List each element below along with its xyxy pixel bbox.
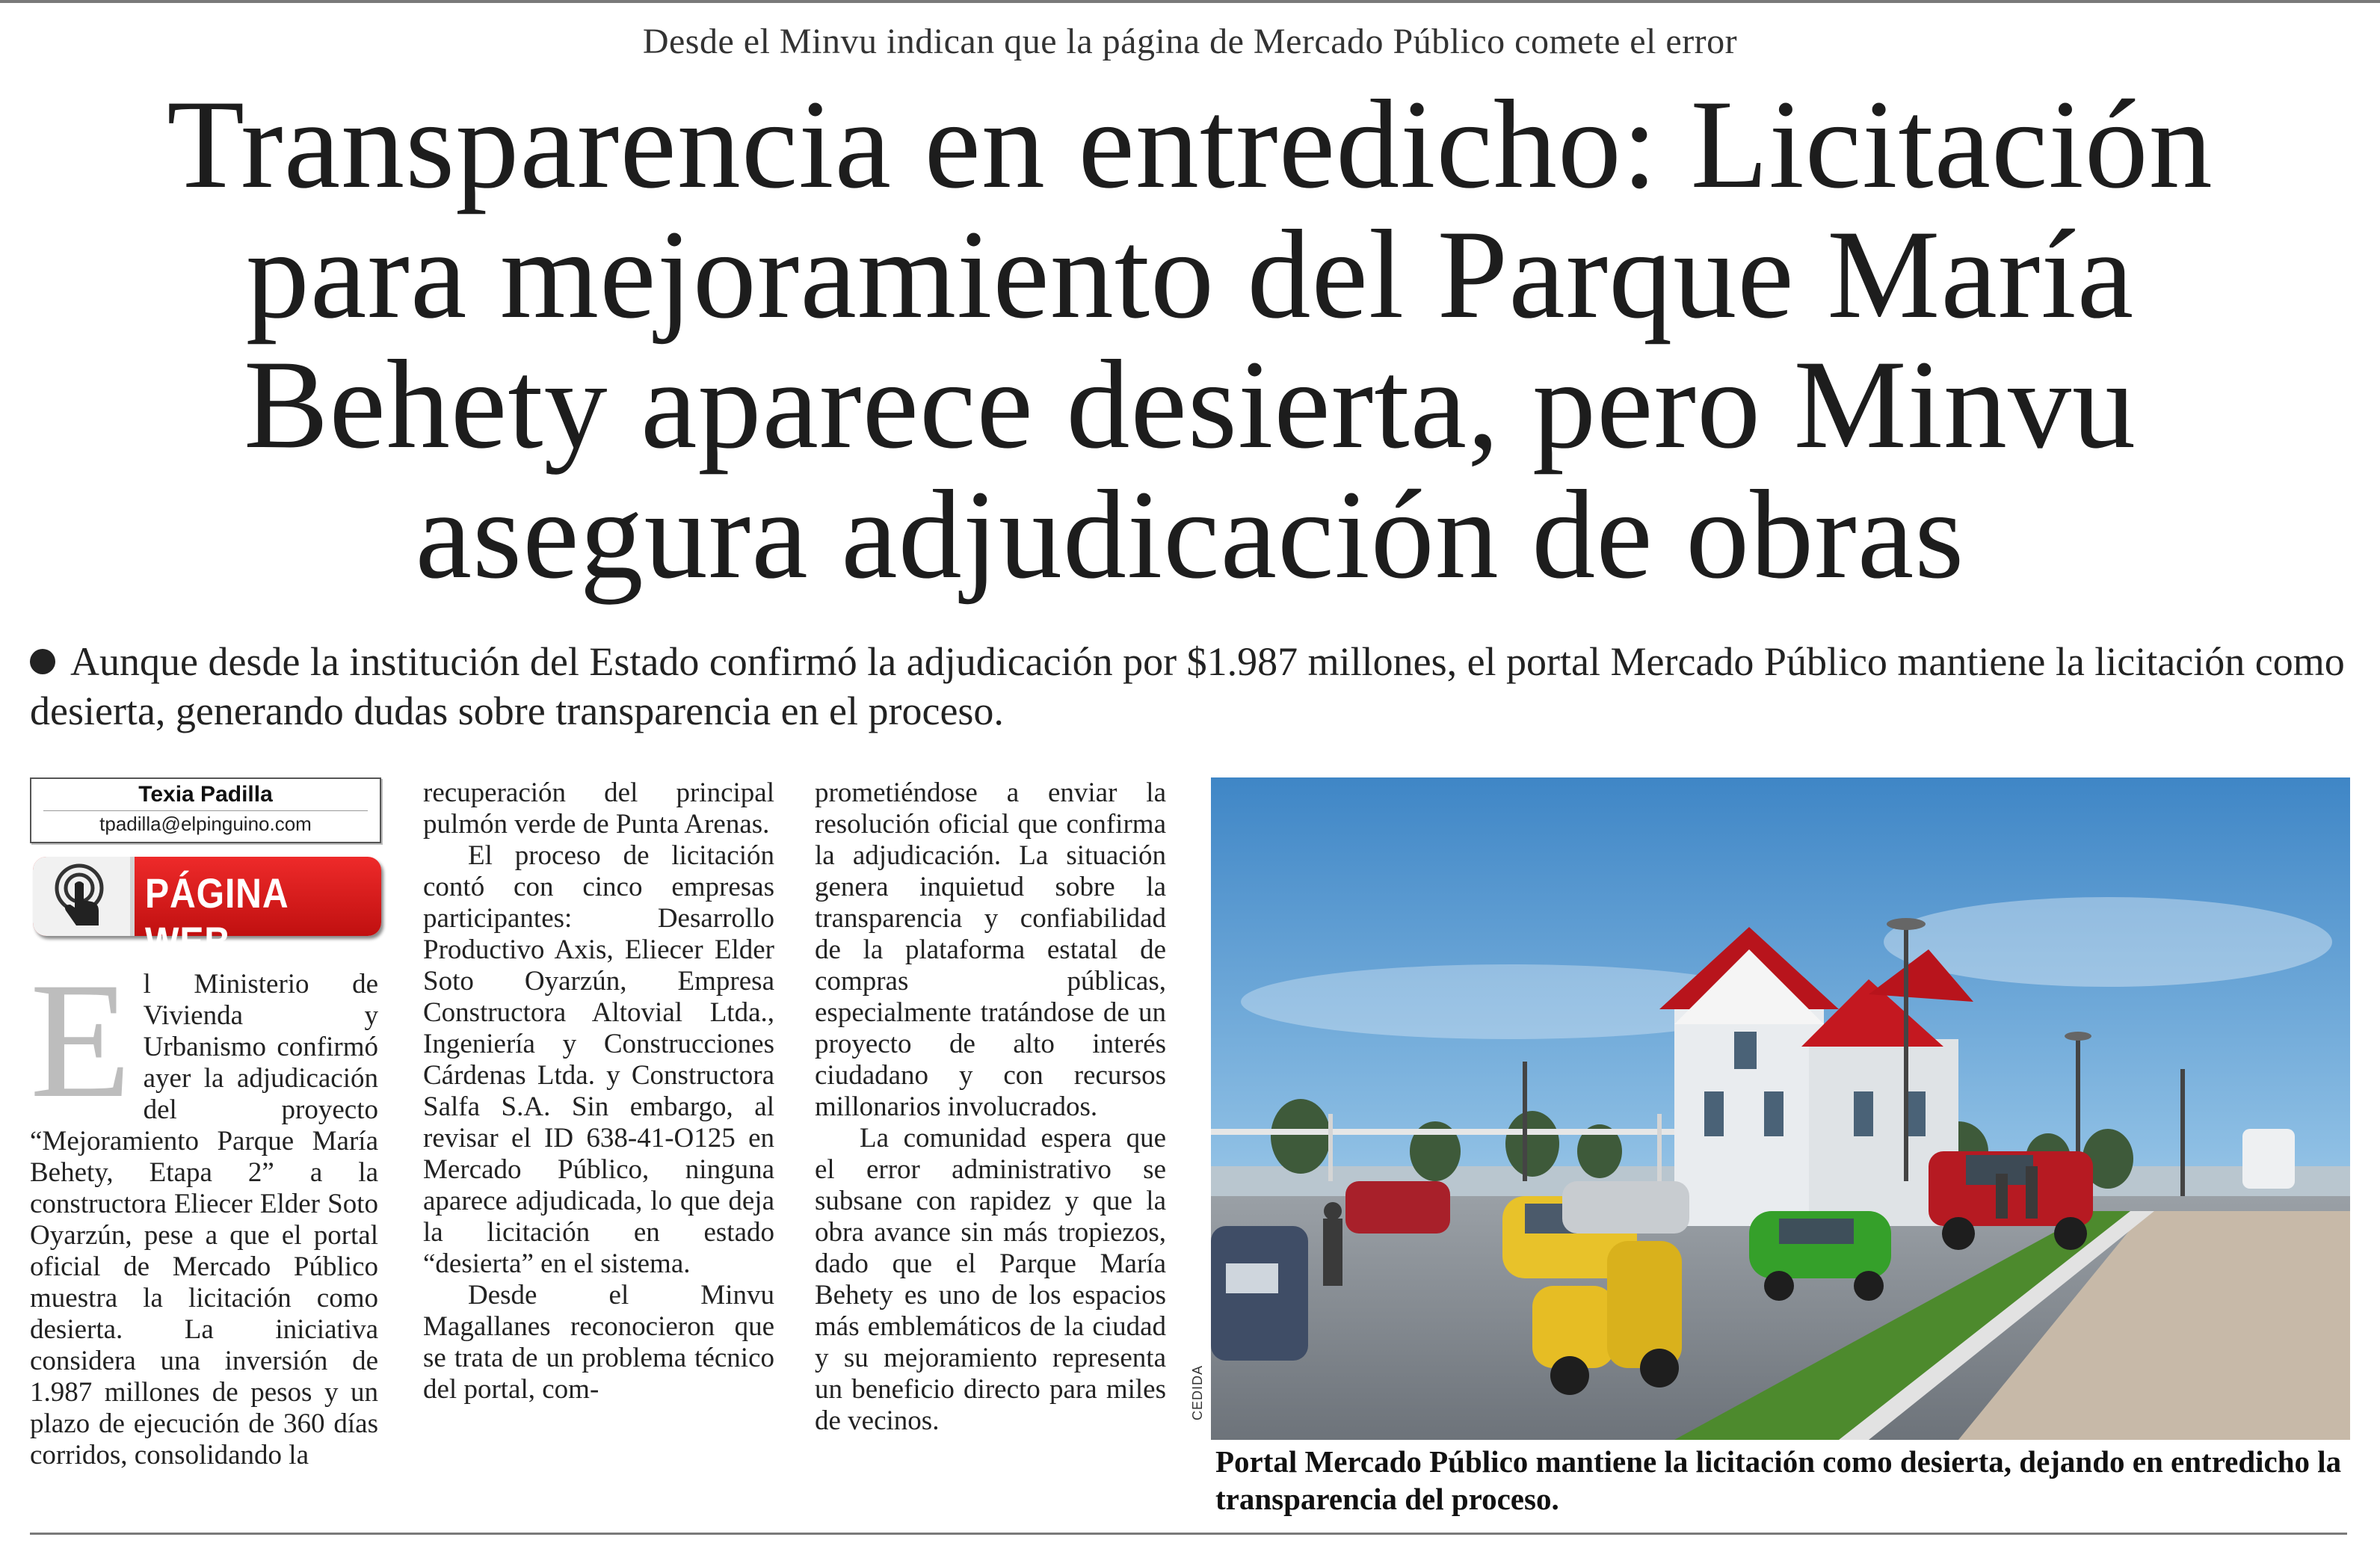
park-rendering-photo bbox=[1211, 777, 2350, 1440]
author-email[interactable]: tpadilla@elpinguino.com bbox=[43, 810, 368, 836]
lead-text: Aunque desde la institución del Estado confirmó la adjudicación por $1.987 millones, el portal Mercado Público mantiene la licitación como desierta, generando dudas sobre transparencia en el proceso. bbox=[30, 639, 2345, 733]
headline-line-2: para mejoramiento del Parque María bbox=[245, 204, 2135, 345]
body-column-3 bbox=[815, 777, 1166, 1437]
bullet-dot-icon bbox=[30, 649, 55, 674]
body-column-2 bbox=[423, 777, 774, 1405]
byline bbox=[30, 777, 381, 843]
headline-line-3: Behety aparece desierta, pero Minvu bbox=[244, 334, 2136, 475]
body-text: recuperación del principal pulmón verde de Punta Arenas. bbox=[423, 777, 774, 840]
lead-paragraph bbox=[30, 637, 2347, 736]
body-column-1 bbox=[30, 949, 378, 1471]
author-name: Texia Padilla bbox=[138, 782, 273, 807]
web-page-label: PÁGINA WEB bbox=[145, 869, 288, 965]
touch-hand-icon bbox=[33, 857, 135, 936]
top-rule bbox=[0, 0, 2380, 3]
body-text: La comunidad espera que el error administrativo se subsane con rapidez y que la obra avance sin más tropiezos, dado que el Parque María Behety es uno de los espacios más emblemáticos de la ciudad y su mejoramiento representa un beneficio directo para miles de vecinos. bbox=[815, 1123, 1166, 1436]
body-text: prometiéndose a enviar la resolución oficial que confirma la adjudicación. La situación genera inquietud sobre la transparencia y confiabilidad de la plataforma estatal de compras públicas, especialmente tratándose de un proyecto de alto interés ciudadano y con recursos millonarios involucrados. bbox=[815, 777, 1166, 1122]
bottom-rule bbox=[30, 1533, 2347, 1535]
headline-line-1: Transparencia en entredicho: Licitación bbox=[167, 74, 2213, 215]
headline-line-4: asegura adjudicación de obras bbox=[415, 464, 1965, 605]
kicker: Desde el Minvu indican que la página de Mercado Público comete el error bbox=[642, 22, 1738, 61]
photo-credit: CEDIDA bbox=[1190, 1364, 1205, 1420]
body-text: El proceso de licitación contó con cinco empresas participantes: Desarrollo Productivo Axis, Eliecer Elder Soto Oyarzún, Empresa Constructora Altovial Ltda., Ingeniería y Construcciones Cárdenas Ltda. y Constructora Salfa S.A. Sin embargo, al revisar el ID 638-41-O125 en Mercado Público, ninguna aparece adjudicada, lo que deja la licitación en estado “desierta” en el sistema. bbox=[423, 840, 774, 1279]
photo-caption: Portal Mercado Público mantiene la licitación como desierta, dejando en entredicho la transparencia del proceso. bbox=[1215, 1444, 2342, 1516]
dropcap: E bbox=[30, 949, 132, 1133]
body-text: Desde el Minvu Magallanes reconocieron que se trata de un problema técnico del portal, com- bbox=[423, 1280, 774, 1405]
body-text: l Ministerio de Vivienda y Urbanismo confirmó ayer la adjudicación del proyecto “Mejoramiento Parque María Behety, Etapa 2” a la constructora Eliecer Elder Soto Oyarzún, pese a que el portal oficial de Mercado Público muestra la licitación como desierta. La iniciativa considera una inversión de 1.987 millones de pesos y un plazo de ejecución de 360 días corridos, consolidando la bbox=[30, 969, 378, 1470]
web-page-badge[interactable] bbox=[33, 857, 381, 965]
headline bbox=[45, 74, 2335, 605]
